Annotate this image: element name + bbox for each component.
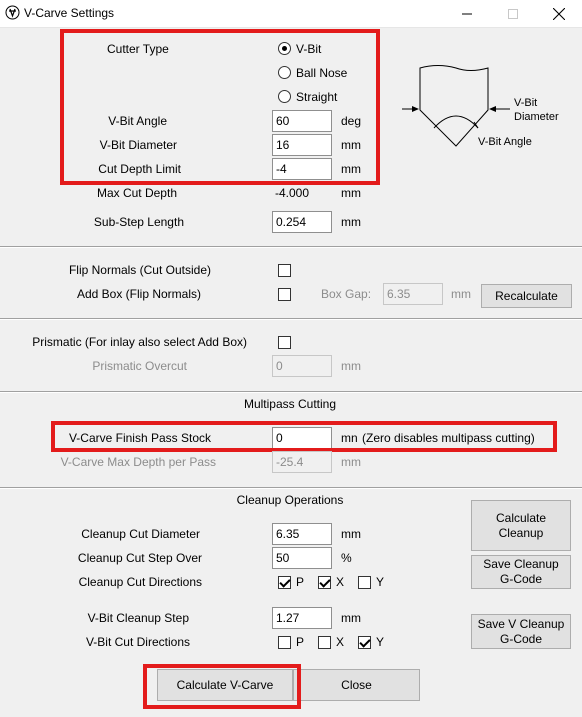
prismatic-overcut-input[interactable]: 0: [272, 355, 332, 377]
vbit-cleanup-step-label: V-Bit Cleanup Step: [87, 611, 189, 625]
cleanup-direction-y-checkbox[interactable]: [358, 576, 371, 589]
radio-ball-nose-label[interactable]: Ball Nose: [296, 66, 348, 80]
vbit-angle-label: V-Bit Angle: [108, 114, 167, 128]
minimize-icon: [462, 9, 472, 19]
cleanup-direction-x-label: X: [336, 575, 345, 589]
highlight-box-finish-pass: [51, 421, 557, 452]
prismatic-overcut-unit: mm: [341, 359, 361, 373]
box-gap-input[interactable]: 6.35: [383, 283, 443, 305]
cleanup-direction-x-checkbox[interactable]: [318, 576, 331, 589]
add-box-checkbox[interactable]: [278, 288, 291, 301]
close-button[interactable]: Close: [293, 669, 420, 701]
cleanup-direction-y-label: Y: [376, 575, 385, 589]
vbit-directions-label: V-Bit Cut Directions: [85, 635, 190, 649]
max-depth-per-pass-unit: mm: [341, 455, 361, 469]
max-cut-depth-value: -4.000: [275, 186, 310, 200]
box-gap-unit: mm: [451, 287, 471, 301]
calculate-cleanup-label-line1: Calculate: [495, 510, 547, 525]
vbit-diameter-label: V-Bit Diameter: [99, 138, 177, 152]
cleanup-step-over-input[interactable]: 50: [272, 547, 332, 569]
vbit-angle-input[interactable]: 60: [272, 110, 332, 132]
vbit-direction-x-checkbox[interactable]: [318, 636, 331, 649]
flip-normals-checkbox[interactable]: [278, 264, 291, 277]
cut-depth-limit-input[interactable]: -4: [272, 158, 332, 180]
save-cleanup-label-line1: Save Cleanup: [483, 557, 559, 571]
radio-straight-label[interactable]: Straight: [296, 90, 338, 104]
vbit-diameter-unit: mm: [341, 138, 361, 152]
max-depth-per-pass-input[interactable]: -25.4: [272, 451, 332, 473]
save-v-cleanup-label-line2: G-Code: [499, 631, 543, 646]
multipass-heading: Multipass Cutting: [243, 397, 337, 411]
vbit-direction-p-checkbox[interactable]: [278, 636, 291, 649]
vbit-cleanup-step-unit: mm: [341, 611, 361, 625]
calculate-vcarve-button[interactable]: Calculate V-Carve: [157, 669, 293, 701]
save-v-cleanup-gcode-button[interactable]: [471, 614, 571, 649]
finish-pass-stock-input[interactable]: 0: [272, 427, 332, 449]
max-depth-per-pass-label: V-Carve Max Depth per Pass: [60, 455, 216, 469]
highlight-box-cutter: [60, 29, 380, 185]
cut-depth-limit-unit: mm: [341, 162, 361, 176]
vbit-direction-y-label: Y: [376, 635, 385, 649]
save-v-cleanup-label-line1: Save V Cleanup: [477, 616, 565, 631]
cleanup-direction-p-checkbox[interactable]: [278, 576, 291, 589]
cleanup-step-over-label: Cleanup Cut Step Over: [77, 551, 202, 565]
cleanup-diameter-label: Cleanup Cut Diameter: [81, 527, 200, 541]
separator: [0, 391, 582, 393]
maximize-button[interactable]: [490, 0, 536, 28]
save-cleanup-label-line2: G-Code: [499, 572, 543, 586]
max-cut-depth-unit: mm: [341, 186, 361, 200]
close-icon: [553, 8, 565, 20]
save-cleanup-gcode-button[interactable]: [471, 555, 571, 589]
sub-step-label: Sub-Step Length: [93, 215, 184, 229]
finish-pass-stock-note: (Zero disables multipass cutting): [362, 431, 535, 445]
vbit-cleanup-step-input[interactable]: 1.27: [272, 607, 332, 629]
add-box-label: Add Box (Flip Normals): [76, 287, 201, 301]
diagram-diameter-label-2: Diameter: [514, 111, 559, 123]
close-window-button[interactable]: [536, 0, 582, 28]
vbit-direction-p-label: P: [296, 635, 305, 649]
vbit-angle-unit: deg: [341, 114, 362, 128]
vbit-direction-x-label: X: [336, 635, 345, 649]
app-icon: [5, 5, 20, 20]
calculate-cleanup-button[interactable]: [471, 500, 571, 551]
cut-depth-limit-label: Cut Depth Limit: [98, 162, 181, 176]
prismatic-checkbox[interactable]: [278, 336, 291, 349]
radio-v-bit-label[interactable]: V-Bit: [296, 42, 322, 56]
sub-step-unit: mm: [341, 215, 361, 229]
cleanup-heading: Cleanup Operations: [236, 493, 344, 507]
prismatic-overcut-label: Prismatic Overcut: [92, 359, 187, 373]
prismatic-label: Prismatic (For inlay also select Add Box): [32, 335, 247, 349]
cleanup-directions-label: Cleanup Cut Directions: [78, 575, 202, 589]
sub-step-input[interactable]: 0.254: [272, 211, 332, 233]
cleanup-direction-p-label: P: [296, 575, 305, 589]
separator: [0, 487, 582, 489]
separator: [0, 318, 582, 320]
cutter-type-label: Cutter Type: [107, 42, 169, 56]
recalculate-button[interactable]: Recalculate: [481, 284, 572, 308]
calculate-cleanup-label-line2: Cleanup: [498, 525, 544, 540]
cleanup-diameter-unit: mm: [341, 527, 361, 541]
flip-normals-label: Flip Normals (Cut Outside): [68, 263, 211, 277]
minimize-button[interactable]: [444, 0, 490, 28]
highlight-box-calculate: [143, 664, 301, 709]
vbit-direction-y-checkbox[interactable]: [358, 636, 371, 649]
window-title: V-Carve Settings: [24, 6, 115, 20]
cleanup-diameter-input[interactable]: 6.35: [272, 523, 332, 545]
max-cut-depth-label: Max Cut Depth: [96, 186, 177, 200]
maximize-icon: [508, 9, 518, 19]
box-gap-label: Box Gap:: [321, 287, 372, 301]
diagram-diameter-label-1: V-Bit: [514, 97, 538, 109]
separator: [0, 246, 582, 248]
finish-pass-stock-label: V-Carve Finish Pass Stock: [68, 431, 211, 445]
vbit-diagram: [398, 60, 578, 160]
cleanup-step-over-unit: %: [341, 551, 352, 565]
diagram-angle-label: V-Bit Angle: [478, 136, 532, 148]
finish-pass-stock-unit: mn: [341, 431, 358, 445]
vbit-diameter-input[interactable]: 16: [272, 134, 332, 156]
